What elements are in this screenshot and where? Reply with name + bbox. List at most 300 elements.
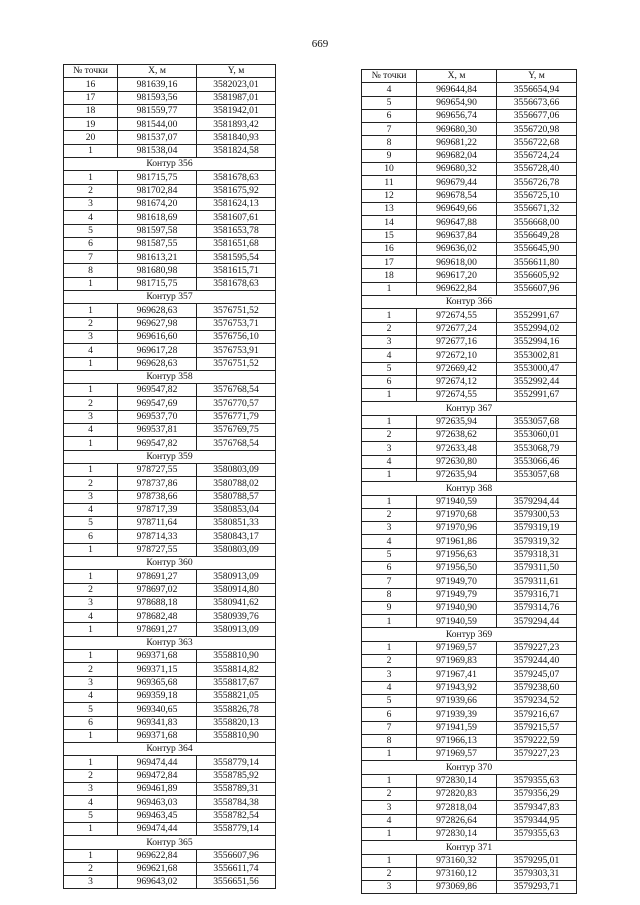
y-coordinate-cell: 3556607,96 [497,282,577,295]
x-coordinate-cell: 969617,28 [118,344,197,357]
contour-title: Контур 371 [362,841,577,854]
x-coordinate-cell: 969637,84 [417,229,497,242]
table-row [362,548,577,561]
point-number-cell: 3 [64,410,118,423]
x-coordinate-cell: 969340,65 [118,703,197,716]
x-coordinate-cell: 969365,68 [118,676,197,689]
point-number-cell: 16 [362,242,417,255]
point-number-cell: 11 [362,176,417,189]
y-coordinate-cell: 3576753,71 [197,317,276,330]
contour-header-row [64,743,276,756]
table-row [64,224,276,237]
table-row [64,610,276,623]
contour-header-row [64,370,276,383]
table-row [64,357,276,370]
point-number-cell: 4 [64,344,118,357]
y-coordinate-cell: 3579316,71 [497,588,577,601]
point-number-cell: 7 [64,251,118,264]
table-row [64,317,276,330]
y-coordinate-cell: 3579227,23 [497,748,577,761]
point-number-cell: 1 [362,415,417,428]
point-number-cell: 1 [64,144,118,157]
y-coordinate-cell: 3556607,96 [197,849,276,862]
x-coordinate-cell: 972826,64 [417,814,497,827]
x-coordinate-cell: 972633,48 [417,442,497,455]
table-row [362,216,577,229]
y-coordinate-cell: 3580853,04 [197,503,276,516]
x-coordinate-cell: 969618,00 [417,256,497,269]
header-x: X, м [417,70,497,83]
table-row [362,149,577,162]
x-coordinate-cell: 969621,68 [118,862,197,875]
table-row [362,734,577,747]
x-coordinate-cell: 969644,84 [417,83,497,96]
point-number-cell: 5 [64,517,118,530]
header-y: Y, м [197,65,276,78]
point-number-cell: 3 [362,801,417,814]
x-coordinate-cell: 969616,60 [118,330,197,343]
point-number-cell: 4 [64,211,118,224]
table-row [64,437,276,450]
x-coordinate-cell: 969341,83 [118,716,197,729]
y-coordinate-cell: 3580803,09 [197,463,276,476]
y-coordinate-cell: 3579216,67 [497,708,577,721]
point-number-cell: 7 [362,575,417,588]
x-coordinate-cell: 969474,44 [118,756,197,769]
y-coordinate-cell: 3579294,44 [497,495,577,508]
contour-header-row [64,556,276,569]
coordinates-table-right [361,69,577,894]
point-number-cell: 1 [362,615,417,628]
y-coordinate-cell: 3556720,98 [497,123,577,136]
table-row [362,561,577,574]
table-row [362,788,577,801]
x-coordinate-cell: 969359,18 [118,689,197,702]
x-coordinate-cell: 969680,30 [417,123,497,136]
y-coordinate-cell: 3579294,44 [497,615,577,628]
x-coordinate-cell: 969474,44 [118,822,197,835]
y-coordinate-cell: 3579355,63 [497,774,577,787]
point-number-cell: 1 [64,543,118,556]
x-coordinate-cell: 969371,15 [118,663,197,676]
contour-header-row [362,482,577,495]
x-coordinate-cell: 971941,59 [417,721,497,734]
table-row [362,269,577,282]
x-coordinate-cell: 973160,32 [417,854,497,867]
table-row [64,184,276,197]
contour-header-row [64,158,276,171]
point-number-cell: 1 [64,384,118,397]
table-row [362,708,577,721]
x-coordinate-cell: 969622,84 [118,849,197,862]
point-number-cell: 3 [64,676,118,689]
y-coordinate-cell: 3553000,47 [497,362,577,375]
table-row [64,344,276,357]
contour-title: Контур 366 [362,296,577,309]
table-row [64,503,276,516]
y-coordinate-cell: 3558826,78 [197,703,276,716]
point-number-cell: 2 [64,663,118,676]
table-header-row [362,70,577,83]
point-number-cell: 1 [362,468,417,481]
y-coordinate-cell: 3580851,33 [197,517,276,530]
y-coordinate-cell: 3579355,63 [497,827,577,840]
point-number-cell: 8 [362,588,417,601]
point-number-cell: 1 [362,774,417,787]
y-coordinate-cell: 3556654,94 [497,83,577,96]
point-number-cell: 4 [64,503,118,516]
y-coordinate-cell: 3581824,58 [197,144,276,157]
table-row [64,91,276,104]
point-number-cell: 2 [64,184,118,197]
y-coordinate-cell: 3579356,29 [497,788,577,801]
point-number-cell: 16 [64,78,118,91]
table-row [362,827,577,840]
table-row [362,522,577,535]
point-number-cell: 17 [362,256,417,269]
point-number-cell: 2 [362,655,417,668]
x-coordinate-cell: 972635,94 [417,468,497,481]
page-number: 669 [311,38,329,50]
point-number-cell: 2 [362,788,417,801]
point-number-cell: 3 [64,197,118,210]
y-coordinate-cell: 3558785,92 [197,769,276,782]
table-row [362,389,577,402]
contour-header-row [64,291,276,304]
contour-title: Контур 369 [362,628,577,641]
y-coordinate-cell: 3553066,46 [497,455,577,468]
header-point-number: № точки [362,70,417,83]
point-number-cell: 6 [362,375,417,388]
header-point-number: № точки [64,65,118,78]
point-number-cell: 3 [64,876,118,889]
point-number-cell: 4 [64,610,118,623]
table-row [64,78,276,91]
header-x: X, м [118,65,197,78]
x-coordinate-cell: 972674,12 [417,375,497,388]
y-coordinate-cell: 3556605,92 [497,269,577,282]
x-coordinate-cell: 971969,83 [417,655,497,668]
x-coordinate-cell: 978717,39 [118,503,197,516]
y-coordinate-cell: 3576768,54 [197,437,276,450]
x-coordinate-cell: 972635,94 [417,415,497,428]
point-number-cell: 1 [64,304,118,317]
x-coordinate-cell: 972638,62 [417,429,497,442]
y-coordinate-cell: 3553057,68 [497,468,577,481]
y-coordinate-cell: 3581942,01 [197,104,276,117]
x-coordinate-cell: 969371,68 [118,729,197,742]
point-number-cell: 3 [64,596,118,609]
table-row [362,588,577,601]
x-coordinate-cell: 981680,98 [118,264,197,277]
table-row [362,681,577,694]
x-coordinate-cell: 981613,21 [118,251,197,264]
y-coordinate-cell: 3581615,71 [197,264,276,277]
contour-header-row [64,636,276,649]
point-number-cell: 1 [64,171,118,184]
table-row [64,689,276,702]
table-row [362,442,577,455]
y-coordinate-cell: 3581675,92 [197,184,276,197]
table-row [362,881,577,894]
point-number-cell: 2 [64,397,118,410]
y-coordinate-cell: 3556611,74 [197,862,276,875]
y-coordinate-cell: 3581595,54 [197,251,276,264]
y-coordinate-cell: 3580913,09 [197,623,276,636]
x-coordinate-cell: 969647,88 [417,216,497,229]
x-coordinate-cell: 969627,98 [118,317,197,330]
x-coordinate-cell: 971956,50 [417,561,497,574]
point-number-cell: 3 [362,668,417,681]
point-number-cell: 5 [64,224,118,237]
x-coordinate-cell: 981544,00 [118,118,197,131]
x-coordinate-cell: 969678,54 [417,189,497,202]
table-row [64,410,276,423]
point-number-cell: 12 [362,189,417,202]
x-coordinate-cell: 969679,44 [417,176,497,189]
y-coordinate-cell: 3576756,10 [197,330,276,343]
y-coordinate-cell: 3580788,02 [197,477,276,490]
table-row [64,570,276,583]
y-coordinate-cell: 3581651,68 [197,237,276,250]
y-coordinate-cell: 3579344,95 [497,814,577,827]
x-coordinate-cell: 969628,63 [118,357,197,370]
x-coordinate-cell: 981559,77 [118,104,197,117]
point-number-cell: 1 [362,748,417,761]
y-coordinate-cell: 3580939,76 [197,610,276,623]
table-row [362,668,577,681]
y-coordinate-cell: 3558814,82 [197,663,276,676]
point-number-cell: 6 [362,708,417,721]
contour-header-row [362,402,577,415]
point-number-cell: 5 [362,548,417,561]
contour-title: Контур 356 [64,158,276,171]
table-row [362,349,577,362]
x-coordinate-cell: 971961,86 [417,535,497,548]
x-coordinate-cell: 978691,27 [118,623,197,636]
x-coordinate-cell: 981537,07 [118,131,197,144]
point-number-cell: 3 [64,783,118,796]
point-number-cell: 1 [64,822,118,835]
table-row [64,330,276,343]
contour-title: Контур 365 [64,836,276,849]
x-coordinate-cell: 969463,03 [118,796,197,809]
table-row [362,83,577,96]
point-number-cell: 2 [362,508,417,521]
y-coordinate-cell: 3581893,42 [197,118,276,131]
x-coordinate-cell: 971969,57 [417,748,497,761]
y-coordinate-cell: 3553068,79 [497,442,577,455]
table-row [64,703,276,716]
point-number-cell: 1 [64,570,118,583]
point-number-cell: 2 [64,477,118,490]
contour-title: Контур 357 [64,291,276,304]
table-row [362,495,577,508]
y-coordinate-cell: 3558789,31 [197,783,276,796]
x-coordinate-cell: 969682,04 [417,149,497,162]
table-row [64,277,276,290]
contour-header-row [362,841,577,854]
point-number-cell: 8 [64,264,118,277]
point-number-cell: 2 [64,317,118,330]
point-number-cell: 2 [64,862,118,875]
x-coordinate-cell: 969636,02 [417,242,497,255]
point-number-cell: 4 [362,681,417,694]
y-coordinate-cell: 3558817,67 [197,676,276,689]
point-number-cell: 7 [362,721,417,734]
x-coordinate-cell: 972669,42 [417,362,497,375]
y-coordinate-cell: 3579318,31 [497,548,577,561]
y-coordinate-cell: 3558782,54 [197,809,276,822]
point-number-cell: 3 [362,442,417,455]
point-number-cell: 3 [64,330,118,343]
x-coordinate-cell: 981674,20 [118,197,197,210]
contour-title: Контур 364 [64,743,276,756]
table-row [362,694,577,707]
y-coordinate-cell: 3558810,90 [197,650,276,663]
table-row [362,163,577,176]
table-row [362,535,577,548]
table-row [64,397,276,410]
y-coordinate-cell: 3581987,01 [197,91,276,104]
y-coordinate-cell: 3558779,14 [197,822,276,835]
table-row [362,136,577,149]
x-coordinate-cell: 981702,84 [118,184,197,197]
x-coordinate-cell: 969649,66 [417,202,497,215]
point-number-cell: 4 [64,424,118,437]
table-row [362,615,577,628]
y-coordinate-cell: 3580843,17 [197,530,276,543]
point-number-cell: 4 [64,689,118,702]
y-coordinate-cell: 3556645,90 [497,242,577,255]
table-row [64,623,276,636]
point-number-cell: 4 [362,83,417,96]
table-row [64,131,276,144]
point-number-cell: 1 [362,641,417,654]
table-row [362,176,577,189]
contour-header-row [362,628,577,641]
table-row [362,189,577,202]
table-row [64,756,276,769]
y-coordinate-cell: 3553060,01 [497,429,577,442]
table-row [362,508,577,521]
y-coordinate-cell: 3581678,63 [197,171,276,184]
x-coordinate-cell: 978714,33 [118,530,197,543]
x-coordinate-cell: 981597,58 [118,224,197,237]
x-coordinate-cell: 981538,04 [118,144,197,157]
x-coordinate-cell: 971943,92 [417,681,497,694]
table-row [64,144,276,157]
y-coordinate-cell: 3581624,13 [197,197,276,210]
table-row [64,716,276,729]
point-number-cell: 6 [362,109,417,122]
x-coordinate-cell: 972830,14 [417,827,497,840]
point-number-cell: 3 [362,881,417,894]
y-coordinate-cell: 3556726,78 [497,176,577,189]
point-number-cell: 1 [362,827,417,840]
x-coordinate-cell: 981639,16 [118,78,197,91]
y-coordinate-cell: 3580941,62 [197,596,276,609]
table-row [64,583,276,596]
table-row [362,242,577,255]
y-coordinate-cell: 3556725,10 [497,189,577,202]
table-row [64,211,276,224]
point-number-cell: 9 [362,149,417,162]
y-coordinate-cell: 3556673,66 [497,96,577,109]
x-coordinate-cell: 969472,84 [118,769,197,782]
point-number-cell: 1 [64,650,118,663]
y-coordinate-cell: 3579238,60 [497,681,577,694]
table-row [362,867,577,880]
table-row [64,477,276,490]
y-coordinate-cell: 3579244,40 [497,655,577,668]
y-coordinate-cell: 3579319,32 [497,535,577,548]
table-row [64,783,276,796]
point-number-cell: 1 [64,277,118,290]
point-number-cell: 5 [362,694,417,707]
x-coordinate-cell: 969681,22 [417,136,497,149]
point-number-cell: 13 [362,202,417,215]
x-coordinate-cell: 978711,64 [118,517,197,530]
y-coordinate-cell: 3558821,05 [197,689,276,702]
x-coordinate-cell: 971940,59 [417,495,497,508]
table-row [362,202,577,215]
table-row [362,468,577,481]
contour-header-row [362,296,577,309]
header-y: Y, м [497,70,577,83]
y-coordinate-cell: 3579319,19 [497,522,577,535]
table-row [64,118,276,131]
table-row [362,335,577,348]
x-coordinate-cell: 972820,83 [417,788,497,801]
table-row [64,104,276,117]
table-row [64,596,276,609]
x-coordinate-cell: 973069,86 [417,881,497,894]
point-number-cell: 4 [362,349,417,362]
y-coordinate-cell: 3580914,80 [197,583,276,596]
y-coordinate-cell: 3556728,40 [497,163,577,176]
x-coordinate-cell: 978697,02 [118,583,197,596]
table-row [64,876,276,889]
table-row [64,729,276,742]
y-coordinate-cell: 3579300,53 [497,508,577,521]
contour-header-row [362,761,577,774]
x-coordinate-cell: 969547,82 [118,437,197,450]
contour-title: Контур 370 [362,761,577,774]
y-coordinate-cell: 3579311,50 [497,561,577,574]
y-coordinate-cell: 3579245,07 [497,668,577,681]
table-row [362,455,577,468]
y-coordinate-cell: 3556724,24 [497,149,577,162]
table-row [362,96,577,109]
table-row [362,854,577,867]
table-row [64,530,276,543]
table-row [64,663,276,676]
y-coordinate-cell: 3576751,52 [197,357,276,370]
table-row [64,676,276,689]
table-row [362,641,577,654]
x-coordinate-cell: 972830,14 [417,774,497,787]
table-row [362,601,577,614]
y-coordinate-cell: 3558820,13 [197,716,276,729]
point-number-cell: 4 [362,535,417,548]
y-coordinate-cell: 3579311,61 [497,575,577,588]
y-coordinate-cell: 3576770,57 [197,397,276,410]
y-coordinate-cell: 3576771,79 [197,410,276,423]
y-coordinate-cell: 3579215,57 [497,721,577,734]
point-number-cell: 14 [362,216,417,229]
y-coordinate-cell: 3579234,52 [497,694,577,707]
